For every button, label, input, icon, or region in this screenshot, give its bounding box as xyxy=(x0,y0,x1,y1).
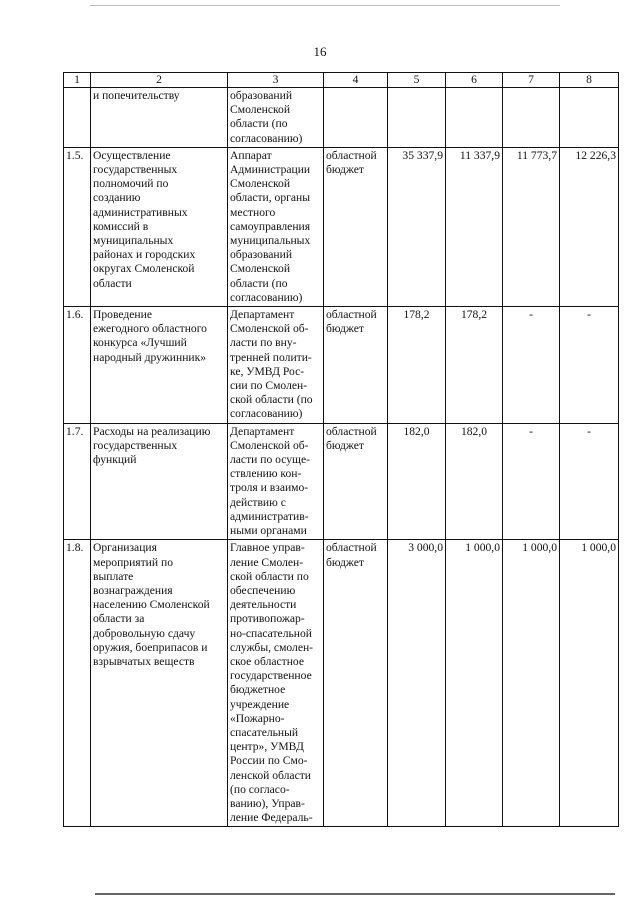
col-header: 8 xyxy=(560,73,619,88)
funding-source: областной бюджет xyxy=(324,540,388,827)
table-row xyxy=(64,88,619,148)
executor: Департамент Смоленской об- ласти по вну- тренней полити- ке, УМВД Рос- сии по Смолен- ской области (по согласованию) xyxy=(228,307,324,424)
row-number: 1.7. xyxy=(64,423,91,540)
measure-name: Организация мероприятий по выплате вознаграждения населению Смоленской области за добровольную сдачу оружия, боеприпасов и взрывчатых веществ xyxy=(91,540,228,827)
executor: Департамент Смоленской об- ласти по осуще- ствлению кон- троля и взаимо- действию с административ- ными органами xyxy=(228,423,324,540)
amount-year-3: - xyxy=(560,307,619,424)
executor: образований Смоленской области (по согласованию) xyxy=(228,88,324,148)
table-row xyxy=(64,307,619,424)
scan-edge-top xyxy=(90,5,560,6)
funding-source: областной бюджет xyxy=(324,147,388,306)
amount-year-2: 11 773,7 xyxy=(503,147,560,306)
amount-year-1: 178,2 xyxy=(446,307,503,424)
col-header: 5 xyxy=(388,73,446,88)
funding-source: областной бюджет xyxy=(324,423,388,540)
measure-name: Осуществление государственных полномочий по созданию административных комиссий в муниципальных районах и городских округах Смоленской области xyxy=(91,147,228,306)
amount-total xyxy=(388,88,446,148)
col-header: 4 xyxy=(324,73,388,88)
amount-total: 182,0 xyxy=(388,423,446,540)
col-header: 1 xyxy=(64,73,91,88)
measure-name: Проведение ежегодного областного конкурса «Лучший народный дружинник» xyxy=(91,307,228,424)
executor: Главное управ- ление Смолен- ской области по обеспечению деятельности противопожар- но-спасательной службы, смолен- ское областное государственное бюджетное учреждение «Пожарно- спасательный центр», УМВД России по Смо- ленской области (по согласо- ванию), Управ- ление Федераль- xyxy=(228,540,324,827)
amount-total: 3 000,0 xyxy=(388,540,446,827)
amount-year-2: - xyxy=(503,423,560,540)
amount-year-1: 11 337,9 xyxy=(446,147,503,306)
amount-year-1: 182,0 xyxy=(446,423,503,540)
col-header: 7 xyxy=(503,73,560,88)
row-number: 1.8. xyxy=(64,540,91,827)
amount-year-3: 12 226,3 xyxy=(560,147,619,306)
col-header: 6 xyxy=(446,73,503,88)
measure-name: Расходы на реализацию государственных функций xyxy=(91,423,228,540)
table-row xyxy=(64,147,619,306)
amount-year-3: - xyxy=(560,423,619,540)
col-header: 3 xyxy=(228,73,324,88)
amount-year-2 xyxy=(503,88,560,148)
amount-year-3: 1 000,0 xyxy=(560,540,619,827)
funding-source xyxy=(324,88,388,148)
executor: Аппарат Администрации Смоленской области, органы местного самоуправления муниципальных образований Смоленской области (по согласованию) xyxy=(228,147,324,306)
amount-year-2: 1 000,0 xyxy=(503,540,560,827)
amount-year-1 xyxy=(446,88,503,148)
amount-year-2: - xyxy=(503,307,560,424)
measure-name: и попечительству xyxy=(91,88,228,148)
funding-source: областной бюджет xyxy=(324,307,388,424)
amount-year-1: 1 000,0 xyxy=(446,540,503,827)
table-row xyxy=(64,540,619,827)
row-number: 1.5. xyxy=(64,147,91,306)
header-row xyxy=(64,73,619,88)
scan-edge-bottom xyxy=(95,893,615,895)
row-number xyxy=(64,88,91,148)
amount-total: 35 337,9 xyxy=(388,147,446,306)
table-row xyxy=(64,423,619,540)
page-number: 16 xyxy=(313,44,327,59)
row-number: 1.6. xyxy=(64,307,91,424)
amount-total: 178,2 xyxy=(388,307,446,424)
col-header: 2 xyxy=(91,73,228,88)
amount-year-3 xyxy=(560,88,619,148)
budget-table xyxy=(63,72,619,827)
